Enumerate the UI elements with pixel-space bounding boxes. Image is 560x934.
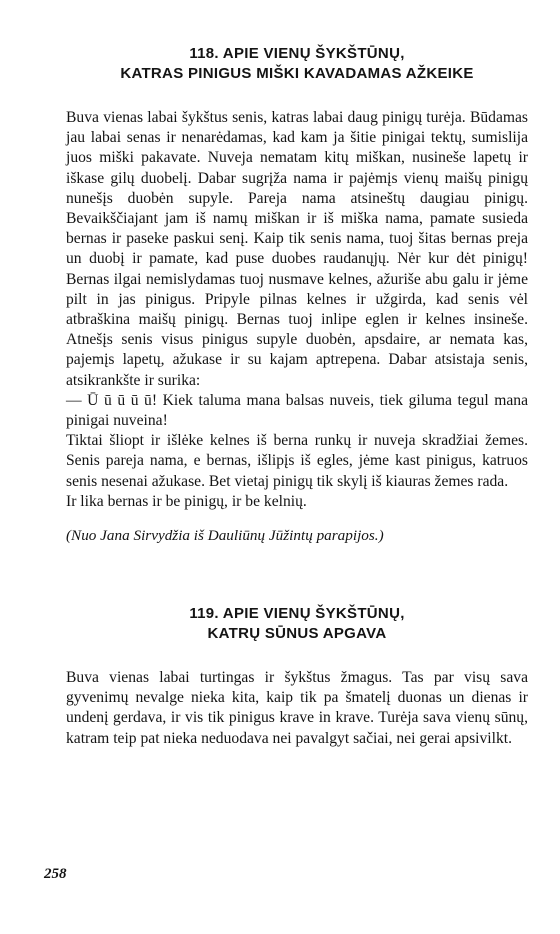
story-118-body	[66, 108, 528, 546]
story-118-title	[66, 44, 528, 84]
story-119-body	[66, 668, 528, 749]
story-118-paragraph: Tiktai šliopt ir išlėke kelnes iš berna runkų ir nuveja skradžiai žemes. Senis pareja nama, e bernas, išlipįs iš egles, jėme kast pinigus, katruos senis nesenai ažukase. Bet vietaj pinigų tik skylį iš kiauras žemes rada.	[66, 432, 528, 490]
story-119-paragraph: Buva vienas labai turtingas ir šykštus žmagus. Tas par visų sava gyvenimų nevalge nieka kita, kaip tik pa šmatelį duonas un dienas ir undenį gerdava, ir vis tik pinigus krave in krave. Turėja sava vienų sūnų, katram teip pat nieka neduodava nei pavalgyt sačiai, nei gerai apsivilkt.	[66, 669, 528, 747]
story-119-title-line2: KATRŲ SŪNUS APGAVA	[207, 625, 387, 643]
story-118-title-line2: KATRAS PINIGUS MIŠKI KAVADAMAS AŽKEIKE	[120, 65, 474, 82]
story-119-title-line1: 119. APIE VIENŲ ŠYKŠTŪNŲ,	[189, 605, 405, 623]
story-119-title	[66, 604, 528, 644]
story-118-paragraph: Buva vienas labai šykštus senis, katras labai daug pinigų turėja. Būdamas jau labai senas ir nenarėdamas, kad kam ja šitie pinigai tektų, sumislija juos miški pakavate. Nuveja nematam kitų miškan, nusineše lapetų ir iškase gilų duobelį. Dabar sugrįža nama ir pajėmįs vienų maišų pinigų nunešįs duobėn supyle. Pareja nama atsineštų daugiau pinigų. Bevaikščiajant jam iš namų miškan ir iš miška nama, pamate susieda bernas ir paseke paskui senį. Kaip tik senis nama, tuoj šitas bernas preja un duobį ir pamate, kad puse duobes raudanųjų. Nėr kur dėt pinigų! Bernas ilgai nemislydamas tuoj nusmave kelnes, ažuriše abu galu ir jėme pilt in jas pinigus. Pripyle pilnas kelnes ir užgirda, kad senis vėl atbraškina maišų pinigų. Bernas tuoj inlipe eglen ir kelnes insineše. Atnešįs senis visus pinigus supyle duobėn, apsdaire, ar nemata kas, pajemįs lapetų, ažukase ir su kajam aptrepena. Dabar atsistaja senis, atsikrankšte ir surika:	[66, 109, 528, 389]
story-118-title-line1: 118. APIE VIENŲ ŠYKŠTŪNŲ,	[189, 45, 405, 62]
story-118-paragraph: — Ū ū ū ū ū! Kiek taluma mana balsas nuveis, tiek giluma tegul mana pinigai nuveina!	[66, 391, 528, 430]
book-page	[66, 44, 528, 749]
story-118-source-note: (Nuo Jana Sirvydžia iš Dauliūnų Jūžintų parapijos.)	[66, 527, 384, 545]
story-118-paragraph: Ir lika bernas ir be pinigų, ir be kelnių.	[66, 492, 307, 510]
page-number: 258	[44, 866, 67, 882]
